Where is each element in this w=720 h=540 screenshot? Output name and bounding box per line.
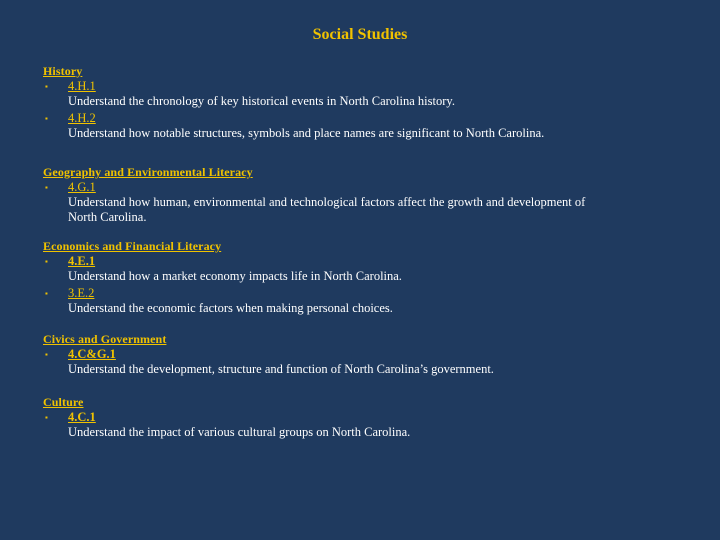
bullet-icon: ▪ [45, 257, 48, 266]
standard-code-link[interactable]: 4.H.2 [68, 111, 96, 125]
standard-code-link[interactable]: 4.C.1 [68, 410, 96, 424]
list-item [43, 111, 703, 141]
standard-code-link[interactable]: 4.E.1 [68, 254, 96, 268]
bullet-icon: ▪ [45, 82, 48, 91]
section-heading[interactable]: Economics and Financial Literacy [43, 239, 222, 253]
bullet-icon: ▪ [45, 114, 48, 123]
standard-code-link[interactable]: 4.G.1 [68, 180, 96, 194]
standard-description: Understand how notable structures, symbols and place names are significant to North Carolina. [68, 126, 545, 140]
standard-description: Understand the impact of various cultural groups on North Carolina. [68, 425, 411, 439]
list-item [43, 410, 703, 440]
standard-description: Understand the economic factors when making personal choices. [68, 301, 393, 315]
list-item [43, 347, 703, 377]
list-item [43, 180, 703, 225]
standard-description: Understand the development, structure and function of North Carolina’s government. [68, 362, 494, 376]
list-item [43, 254, 703, 284]
list-item [43, 286, 703, 316]
standard-code-link[interactable]: 3.E.2 [68, 286, 95, 300]
section-geography [43, 165, 703, 225]
section-heading[interactable]: Geography and Environmental Literacy [43, 165, 253, 179]
bullet-icon: ▪ [45, 289, 48, 298]
section-heading[interactable]: Civics and Government [43, 332, 167, 346]
bullet-icon: ▪ [45, 183, 48, 192]
list-item [43, 79, 703, 109]
section-economics [43, 239, 703, 316]
section-civics [43, 332, 703, 377]
section-heading[interactable]: Culture [43, 395, 84, 409]
standard-code-link[interactable]: 4.C&G.1 [68, 347, 116, 361]
standard-description: Understand the chronology of key historical events in North Carolina history. [68, 94, 455, 108]
standard-description: Understand how human, environmental and technological factors affect the growth and development of North Carolina. [68, 195, 586, 224]
bullet-icon: ▪ [45, 413, 48, 422]
bullet-icon: ▪ [45, 350, 48, 359]
section-history [43, 64, 703, 141]
standard-description: Understand how a market economy impacts life in North Carolina. [68, 269, 402, 283]
section-culture [43, 395, 703, 440]
page-title: Social Studies [312, 26, 408, 43]
section-heading[interactable]: History [43, 64, 83, 78]
standard-code-link[interactable]: 4.H.1 [68, 79, 96, 93]
